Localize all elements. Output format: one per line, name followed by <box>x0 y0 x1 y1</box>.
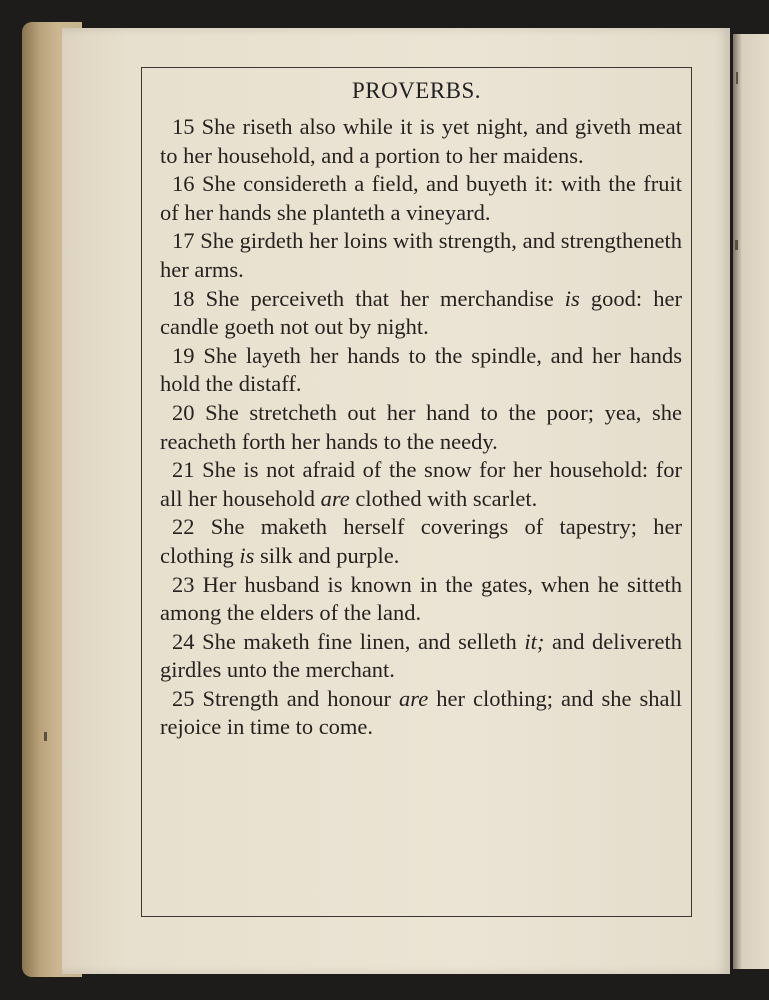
verse-italic-word: is <box>239 542 255 568</box>
verse <box>160 227 682 284</box>
running-head: PROVERBS. <box>351 78 482 103</box>
verse-text: and delivereth girdles unto the merchant. <box>160 628 682 683</box>
verse-text: clothed with scarlet. <box>349 485 538 511</box>
verse-italic-word: it; <box>524 628 545 654</box>
verse-text: She maketh fine linen, and selleth <box>202 628 525 654</box>
verse-italic-word: are <box>320 485 350 511</box>
verse-italic-word: are <box>399 685 429 711</box>
verse-text: She considereth a field, and buyeth it: with the fruit of her hands she planteth a vineyard. <box>160 171 682 225</box>
verse-text: She perceiveth that her merchandise <box>205 285 565 311</box>
verse-text: She riseth also while it is yet night, and giveth meat to her household, and a portion to her maidens. <box>160 114 682 168</box>
facing-page-edge <box>733 34 769 969</box>
verse <box>160 399 682 456</box>
verse <box>160 170 682 227</box>
verse-number: 24 <box>172 628 195 654</box>
verse-number: 19 <box>172 342 195 368</box>
verse-number: 21 <box>172 457 195 483</box>
verse-text: She girdeth her loins with strength, and strengtheneth her arms. <box>160 228 682 282</box>
verse-number: 18 <box>172 285 195 311</box>
verse-number: 15 <box>172 114 195 139</box>
verse-text: good: her candle goeth not out by night. <box>160 285 683 340</box>
verse <box>160 513 682 570</box>
verse-text: She maketh herself coverings of tapestry; her clothing <box>160 514 683 568</box>
verse <box>160 342 682 399</box>
verse-number: 17 <box>172 228 195 254</box>
verse <box>160 685 682 742</box>
verse-number: 22 <box>172 514 195 540</box>
verse-number: 23 <box>172 571 195 597</box>
verse-text: Her husband is known in the gates, when he sitteth among the elders of the land. <box>160 571 683 626</box>
binding-mark <box>736 72 738 84</box>
verse-list <box>160 113 682 742</box>
verse <box>160 628 682 685</box>
verse-number: 20 <box>172 399 195 425</box>
verse-text: silk and purple. <box>254 542 400 568</box>
verse <box>160 285 682 342</box>
verse-text: She stretcheth out her hand to the poor; yea, she reacheth forth her hands to the needy. <box>160 399 682 454</box>
verse-text: her clothing; and she shall rejoice in time to come. <box>160 685 682 740</box>
verse <box>160 113 682 170</box>
verse-text: Strength and honour <box>202 685 400 711</box>
paper-mark <box>44 732 47 741</box>
binding-mark <box>735 240 738 250</box>
verse <box>160 456 682 513</box>
verse-number: 16 <box>172 171 195 197</box>
verse <box>160 571 682 628</box>
verse-text: She layeth her hands to the spindle, and her hands hold the distaff. <box>160 342 683 397</box>
verse-italic-word: is <box>564 285 580 311</box>
verse-number: 25 <box>172 685 195 711</box>
verse-text: She is not afraid of the snow for her household: for all her household <box>160 457 682 511</box>
